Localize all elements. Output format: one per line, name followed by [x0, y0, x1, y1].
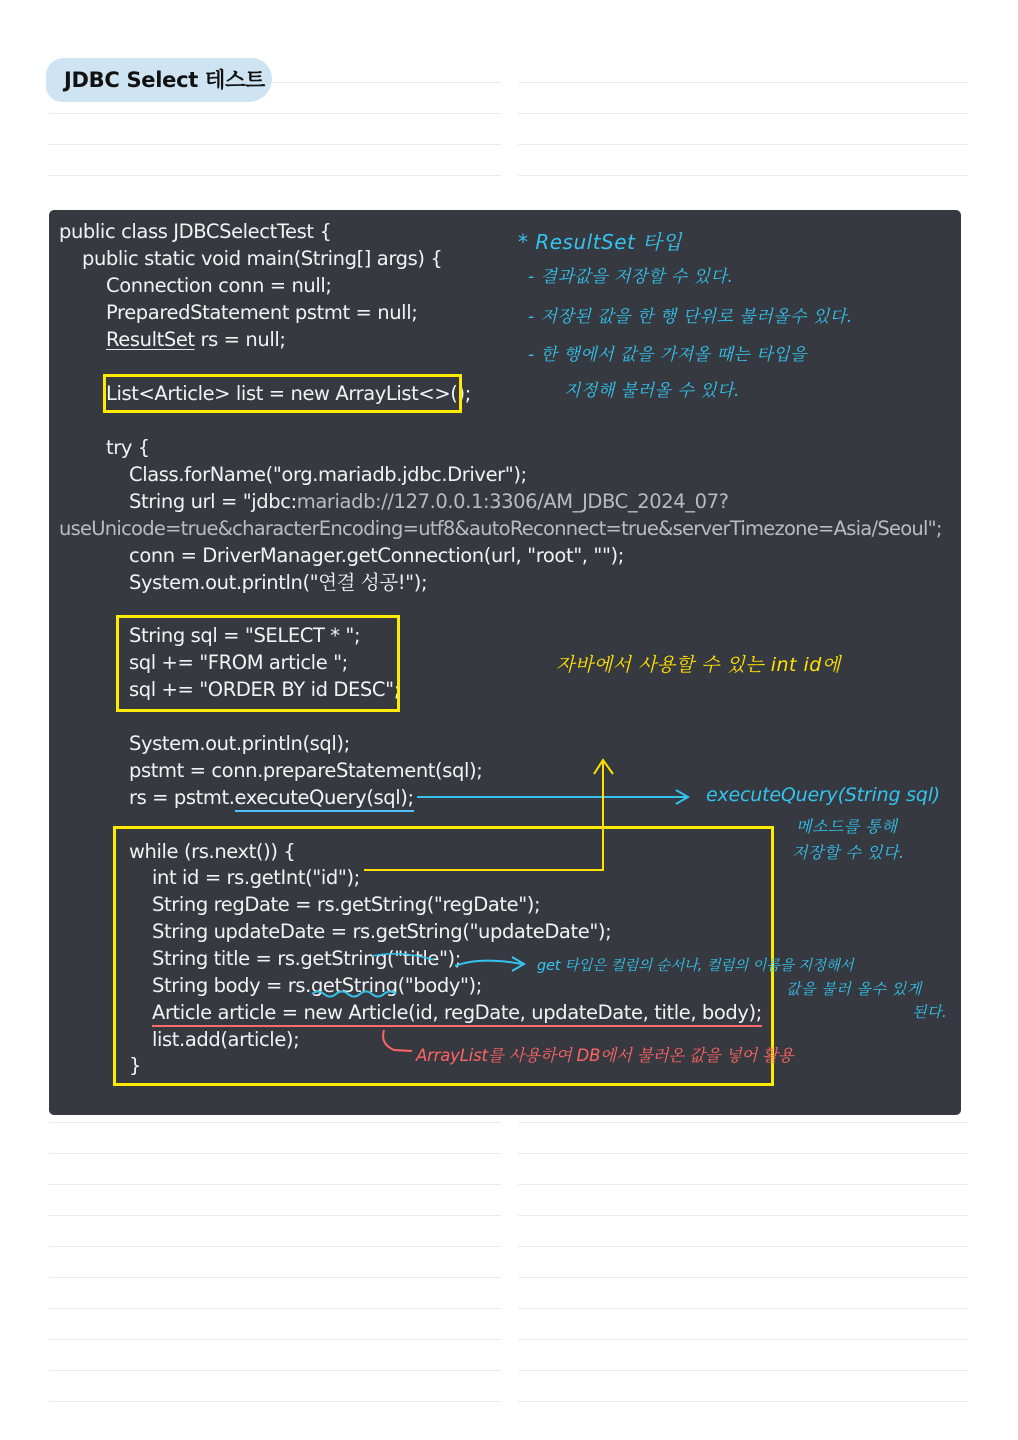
code-line: while (rs.next()) { [129, 840, 296, 863]
code-line: conn = DriverManager.getConnection(url, "root", ""); [129, 544, 624, 567]
note-resultset-item: - 저장된 값을 한 행 단위로 불러올수 있다. [528, 307, 853, 327]
code-line: String url = "jdbc:mariadb://127.0.0.1:3306/AM_JDBC_2024_07? [129, 490, 729, 513]
note-execute-query: executeQuery(String sql) [706, 784, 940, 806]
code-line: sql += "ORDER BY id DESC"; [129, 678, 400, 701]
code-line: String title = rs.getString("title"); [152, 947, 461, 970]
note-execute-query: 저장할 수 있다. [792, 843, 905, 862]
execute-query-call: executeQuery(sql); [235, 786, 414, 812]
code-line: String sql = "SELECT * "; [129, 624, 361, 647]
note-resultset-item: - 결과값을 저장할 수 있다. [528, 267, 734, 287]
code-line: String body = rs.getString("body"); [152, 974, 482, 997]
code-line: String updateDate = rs.getString("updateDate"); [152, 920, 612, 943]
note-get-type: 된다. [912, 1003, 948, 1021]
code-line: public static void main(String[] args) { [82, 247, 443, 270]
note-resultset-title: * ResultSet 타입 [518, 230, 682, 254]
code-line: Class.forName("org.mariadb.jdbc.Driver"); [129, 463, 527, 486]
code-line: System.out.println("연결 성공!"); [129, 571, 428, 594]
resultset-keyword: ResultSet [106, 328, 195, 351]
note-execute-query: 메소드를 통해 [796, 817, 898, 836]
note-get-type: get 타입은 컬럼의 순서나, 컬럼의 이름을 지정해서 [537, 958, 854, 974]
note-get-type: 값을 불러 올수 있게 [786, 980, 922, 998]
page-title: JDBC Select 테스트 [64, 68, 265, 92]
note-arraylist: ArrayList를 사용하여 DB에서 불러온 값을 넣어 활용 [416, 1046, 794, 1065]
code-line: public class JDBCSelectTest { [59, 220, 332, 243]
code-line: List<Article> list = new ArrayList<>(); [106, 382, 471, 405]
code-line: list.add(article); [152, 1028, 300, 1051]
code-line: rs = pstmt.executeQuery(sql); [129, 784, 414, 811]
code-line: Connection conn = null; [106, 274, 332, 297]
code-line: } [129, 1054, 142, 1077]
note-resultset-item: 지정해 불러올 수 있다. [564, 381, 740, 401]
getstring-call: getString [310, 974, 398, 997]
code-line: pstmt = conn.prepareStatement(sql); [129, 759, 483, 782]
code-line: try { [106, 436, 150, 459]
code-line: useUnicode=true&characterEncoding=utf8&autoReconnect=true&serverTimezone=Asia/Seoul"; [59, 517, 942, 540]
code-line: PreparedStatement pstmt = null; [106, 301, 418, 324]
code-line: int id = rs.getInt("id"); [152, 866, 360, 889]
code-line: String regDate = rs.getString("regDate"); [152, 893, 541, 916]
note-java-int: 자바에서 사용할 수 있는 int id에 [556, 654, 841, 676]
note-resultset-item: - 한 행에서 값을 가져올 때는 타입을 [528, 345, 807, 365]
code-line: sql += "FROM article "; [129, 651, 348, 674]
code-line: System.out.println(sql); [129, 732, 350, 755]
article-constructor-line: Article article = new Article(id, regDate, updateDate, title, body); [152, 1001, 762, 1027]
code-line: ResultSet rs = null; [106, 328, 286, 351]
